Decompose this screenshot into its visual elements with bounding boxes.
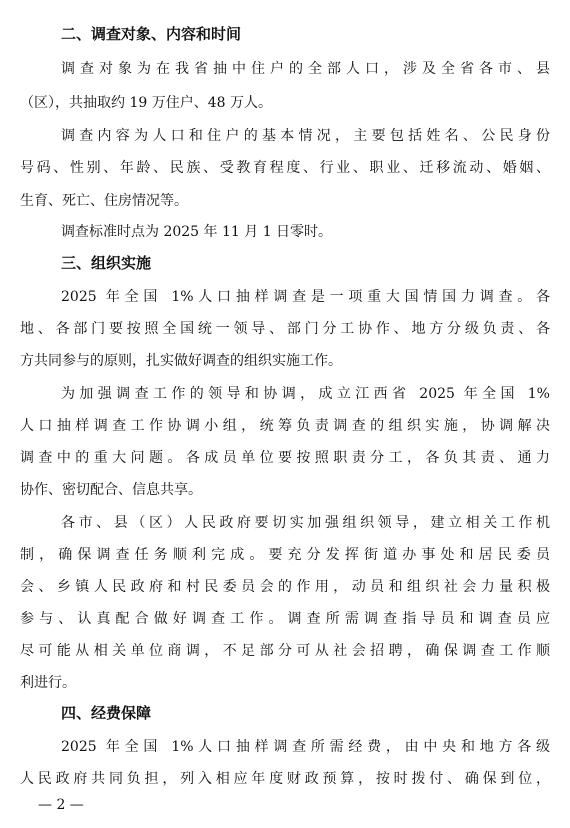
paragraph-line: 2025 年全国 1%人口抽样调查是一项重大国情国力调查。各 (61, 289, 550, 305)
paragraph-line: 尽可能从相关单位商调，不足部分可从社会招聘，确保调查工作顺 (20, 643, 550, 659)
paragraph-line: 号码、性别、年龄、民族、受教育程度、行业、职业、迁移流动、婚姻、 (20, 160, 550, 176)
paragraph-line: 调查内容为人口和住户的基本情况，主要包括姓名、公民身份 (61, 128, 550, 144)
section-heading: 二、调查对象、内容和时间 (61, 25, 242, 43)
page-number: — 2 — (38, 797, 84, 813)
paragraph-line: 制，确保调查任务顺利完成。要充分发挥街道办事处和居民委员 (20, 547, 550, 563)
paragraph-line: 人口抽样调查工作协调小组，统筹负责调查的组织实施，协调解决 (20, 418, 550, 434)
paragraph-line: 地、各部门要按照全国统一领导、部门分工协作、地方分级负责、各 (20, 321, 550, 337)
paragraph-line: 协作、密切配合、信息共享。 (20, 482, 202, 498)
paragraph-line: 为加强调查工作的领导和协调，成立江西省 2025 年全国 1% (61, 386, 550, 402)
section-heading: 三、组织实施 (61, 254, 152, 272)
paragraph-line: （区），共抽取约 19 万住户、48 万人。 (20, 95, 272, 111)
paragraph-line: 2025 年全国 1%人口抽样调查所需经费，由中央和地方各级 (61, 739, 550, 755)
paragraph-line: 参与、认真配合做好调查工作。调查所需调查指导员和调查员应 (20, 611, 550, 627)
paragraph-line: 方共同参与的原则，扎实做好调查的组织实施工作。 (20, 353, 342, 369)
section-heading: 四、经费保障 (61, 704, 152, 722)
paragraph-line: 生育、死亡、住房情况等。 (20, 193, 188, 209)
paragraph-line: 调查中的重大问题。各成员单位要按照职责分工，各负其责、通力 (20, 450, 550, 466)
paragraph-line: 会、乡镇人民政府和村民委员会的作用，动员和组织社会力量积极 (20, 579, 550, 595)
paragraph-line: 各市、县（区）人民政府要切实加强组织领导，建立相关工作机 (61, 515, 550, 531)
paragraph-line: 利进行。 (20, 675, 76, 691)
paragraph-line: 调查标准时点为 2025 年 11 月 1 日零时。 (61, 224, 333, 240)
paragraph-line: 人民政府共同负担，列入相应年度财政预算，按时拨付、确保到位， (20, 771, 550, 787)
paragraph-line: 调查对象为在我省抽中住户的全部人口，涉及全省各市、县 (61, 61, 550, 77)
